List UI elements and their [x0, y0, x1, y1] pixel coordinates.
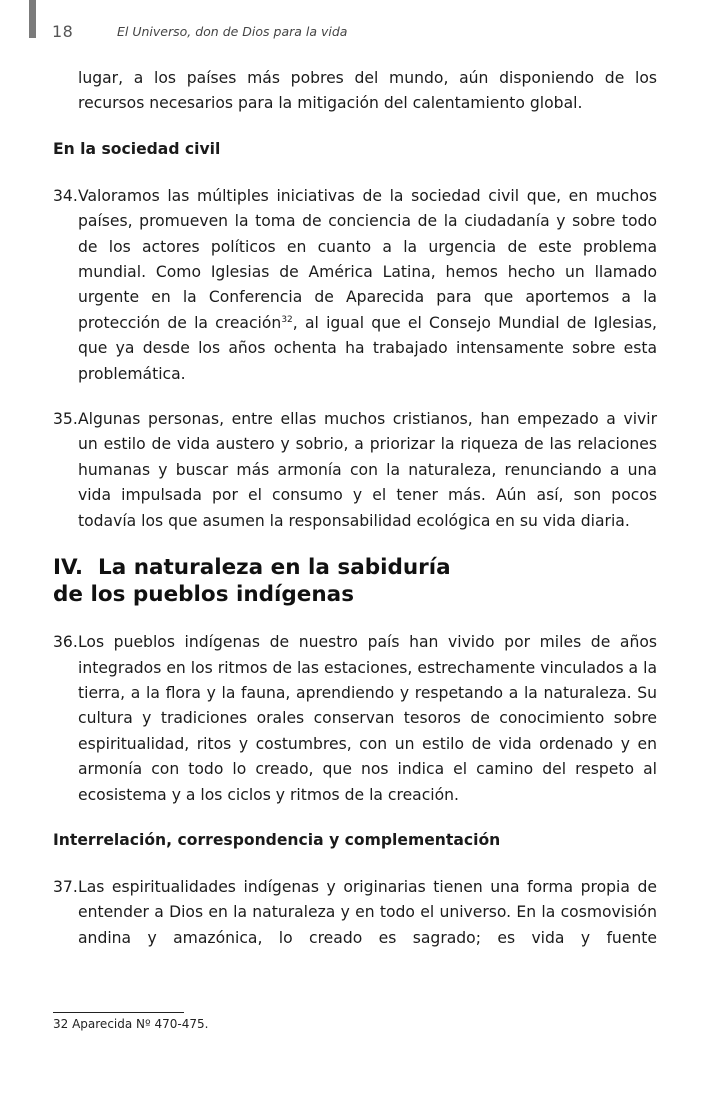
page-number: 18 [52, 22, 74, 41]
paragraph-text: Algunas personas, entre ellas muchos cristianos, han empezado a vivir un estilo de vida austero y sobrio, a priorizar la riqueza de las relaciones humanas y buscar más armonía con la naturaleza, renunciando a una vida impulsada por el consumo y el tener más. Aún así, son pocos todavía los que asumen la responsabilidad ecológica en su vida diaria. [78, 410, 657, 530]
paragraph-36 [53, 630, 657, 808]
section-title-line-1: IV. La naturaleza en la sabiduría [53, 555, 451, 581]
running-title: El Universo, don de Dios para la vida [117, 24, 348, 39]
paragraph-text: Los pueblos indígenas de nuestro país han vivido por miles de años integrados en los ritmos de las estaciones, estrechamente vinculados a la tierra, a la flora y la fauna, aprendiendo y respetando a la naturaleza. Su cultura y tradiciones orales conservan tesoros de conocimiento sobre espiritualidad, ritos y costumbres, con un estilo de vida ordenado y en armonía con todo lo creado, que nos indica el camino del respeto al ecosistema y a los ciclos y ritmos de la creación. [78, 633, 657, 804]
paragraph-34 [53, 184, 657, 387]
footnote-divider [53, 1012, 184, 1013]
paragraph-number: 36. [53, 633, 78, 652]
paragraph-text: Valoramos las múltiples iniciativas de la sociedad civil que, en muchos países, promueven la toma de conciencia de la ciudadanía y sobre todo de los actores políticos en cuanto a la urgencia de este problema mundial. Como Iglesias de América Latina, hemos hecho un llamado urgente en la Conferencia de Aparecida para que aportemos a la protección de la creación$^{32}$, al igual que el Consejo Mundial de Iglesias, que ya desde los años ochenta ha trabajado intensamente sobre esta problemática. [78, 186, 657, 383]
subheading-sociedad-civil: En la sociedad civil [53, 139, 221, 158]
paragraph-35 [53, 407, 657, 534]
section-title [53, 554, 657, 608]
paragraph-37 [53, 875, 657, 951]
paragraph-number: 34. [53, 186, 78, 205]
paragraph-number: 35. [53, 410, 78, 429]
paragraph-text: Las espiritualidades indígenas y originarias tienen una forma propia de entender a Dios en la naturaleza y en todo el universo. En la cosmovisión andina y amazónica, lo creado es sagrado; es vida y fuente [78, 877, 657, 947]
page-edge-bar [29, 0, 36, 38]
subheading-interrelacion: Interrelación, correspondencia y complementación [53, 830, 501, 849]
page-body [53, 66, 657, 951]
intro-paragraph: lugar, a los países más pobres del mundo, aún disponiendo de los recursos necesarios para la mitigación del calentamiento global. [78, 69, 657, 113]
footnote-32: 32 Aparecida Nº 470-475. [53, 1017, 209, 1031]
footnote-reference[interactable]: 32 [281, 314, 293, 325]
section-title-line-2: de los pueblos indígenas [53, 582, 354, 608]
paragraph-number: 37. [53, 877, 78, 896]
